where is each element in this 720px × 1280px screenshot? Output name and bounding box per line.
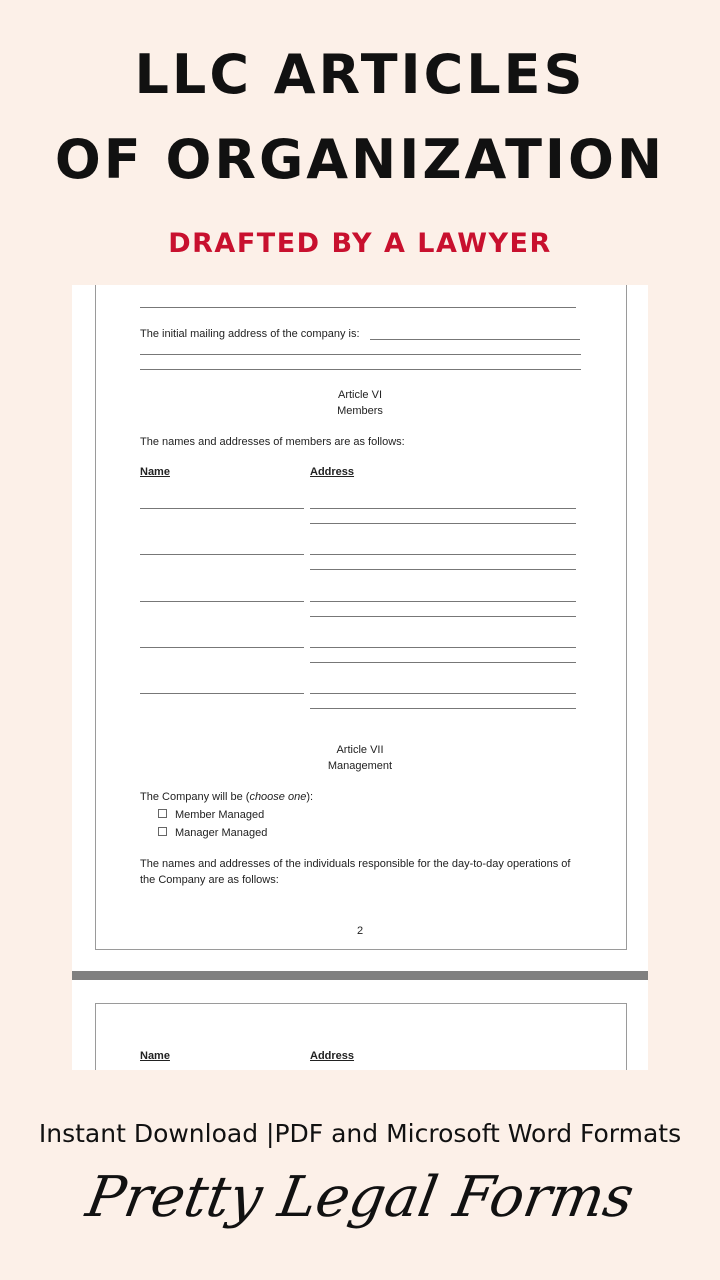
member-managed-checkbox[interactable] [158,809,167,818]
document-preview [72,285,648,1070]
manager-managed-checkbox[interactable] [158,827,167,836]
member-name-line [140,508,304,509]
member-address-line [310,616,576,617]
member-address-line [310,662,576,663]
member-name-line [140,601,304,602]
blank-line [140,307,576,308]
mailing-address-line [140,369,581,370]
members-intro: The names and addresses of members are as follows: [140,436,405,448]
operations-text-line-2: the Company are as follows: [140,874,279,886]
mailing-address-line [370,339,580,340]
name-column-header: Name [140,466,170,478]
member-address-line [310,601,576,602]
member-address-line [310,508,576,509]
member-address-line [310,708,576,709]
member-address-line [310,693,576,694]
article-6-heading: Article VI [337,389,382,401]
title-line-2: OF ORGANIZATION [54,128,666,191]
page-number: 2 [356,925,364,937]
article-7-title: Management [327,760,393,772]
member-name-line [140,647,304,648]
member-address-line [310,554,576,555]
page-separator [72,971,648,980]
member-address-line [310,647,576,648]
next-page-name-header: Name [140,1050,170,1062]
address-column-header: Address [310,466,355,478]
member-managed-label: Member Managed [175,809,265,821]
operations-text-line-1: The names and addresses of the individuals responsible for the day-to-day operations of [140,858,571,870]
member-address-line [310,569,576,570]
next-page-border [95,1003,627,1070]
choose-one-label: The Company will be (choose one): [140,791,314,803]
page-border [95,285,627,950]
article-6-title: Members [337,405,383,417]
title-line-1: LLC ARTICLES [134,43,586,106]
brand-logo: Pretty Legal Forms [81,1165,639,1230]
mailing-address-line [140,354,581,355]
subtitle: DRAFTED BY A LAWYER [168,228,552,259]
article-7-heading: Article VII [336,744,384,756]
member-name-line [140,693,304,694]
next-page-address-header: Address [310,1050,355,1062]
formats-text: Instant Download |PDF and Microsoft Word Formats [38,1119,682,1148]
mailing-address-label: The initial mailing address of the company is: [140,328,360,340]
manager-managed-label: Manager Managed [175,827,268,839]
member-name-line [140,554,304,555]
member-address-line [310,523,576,524]
